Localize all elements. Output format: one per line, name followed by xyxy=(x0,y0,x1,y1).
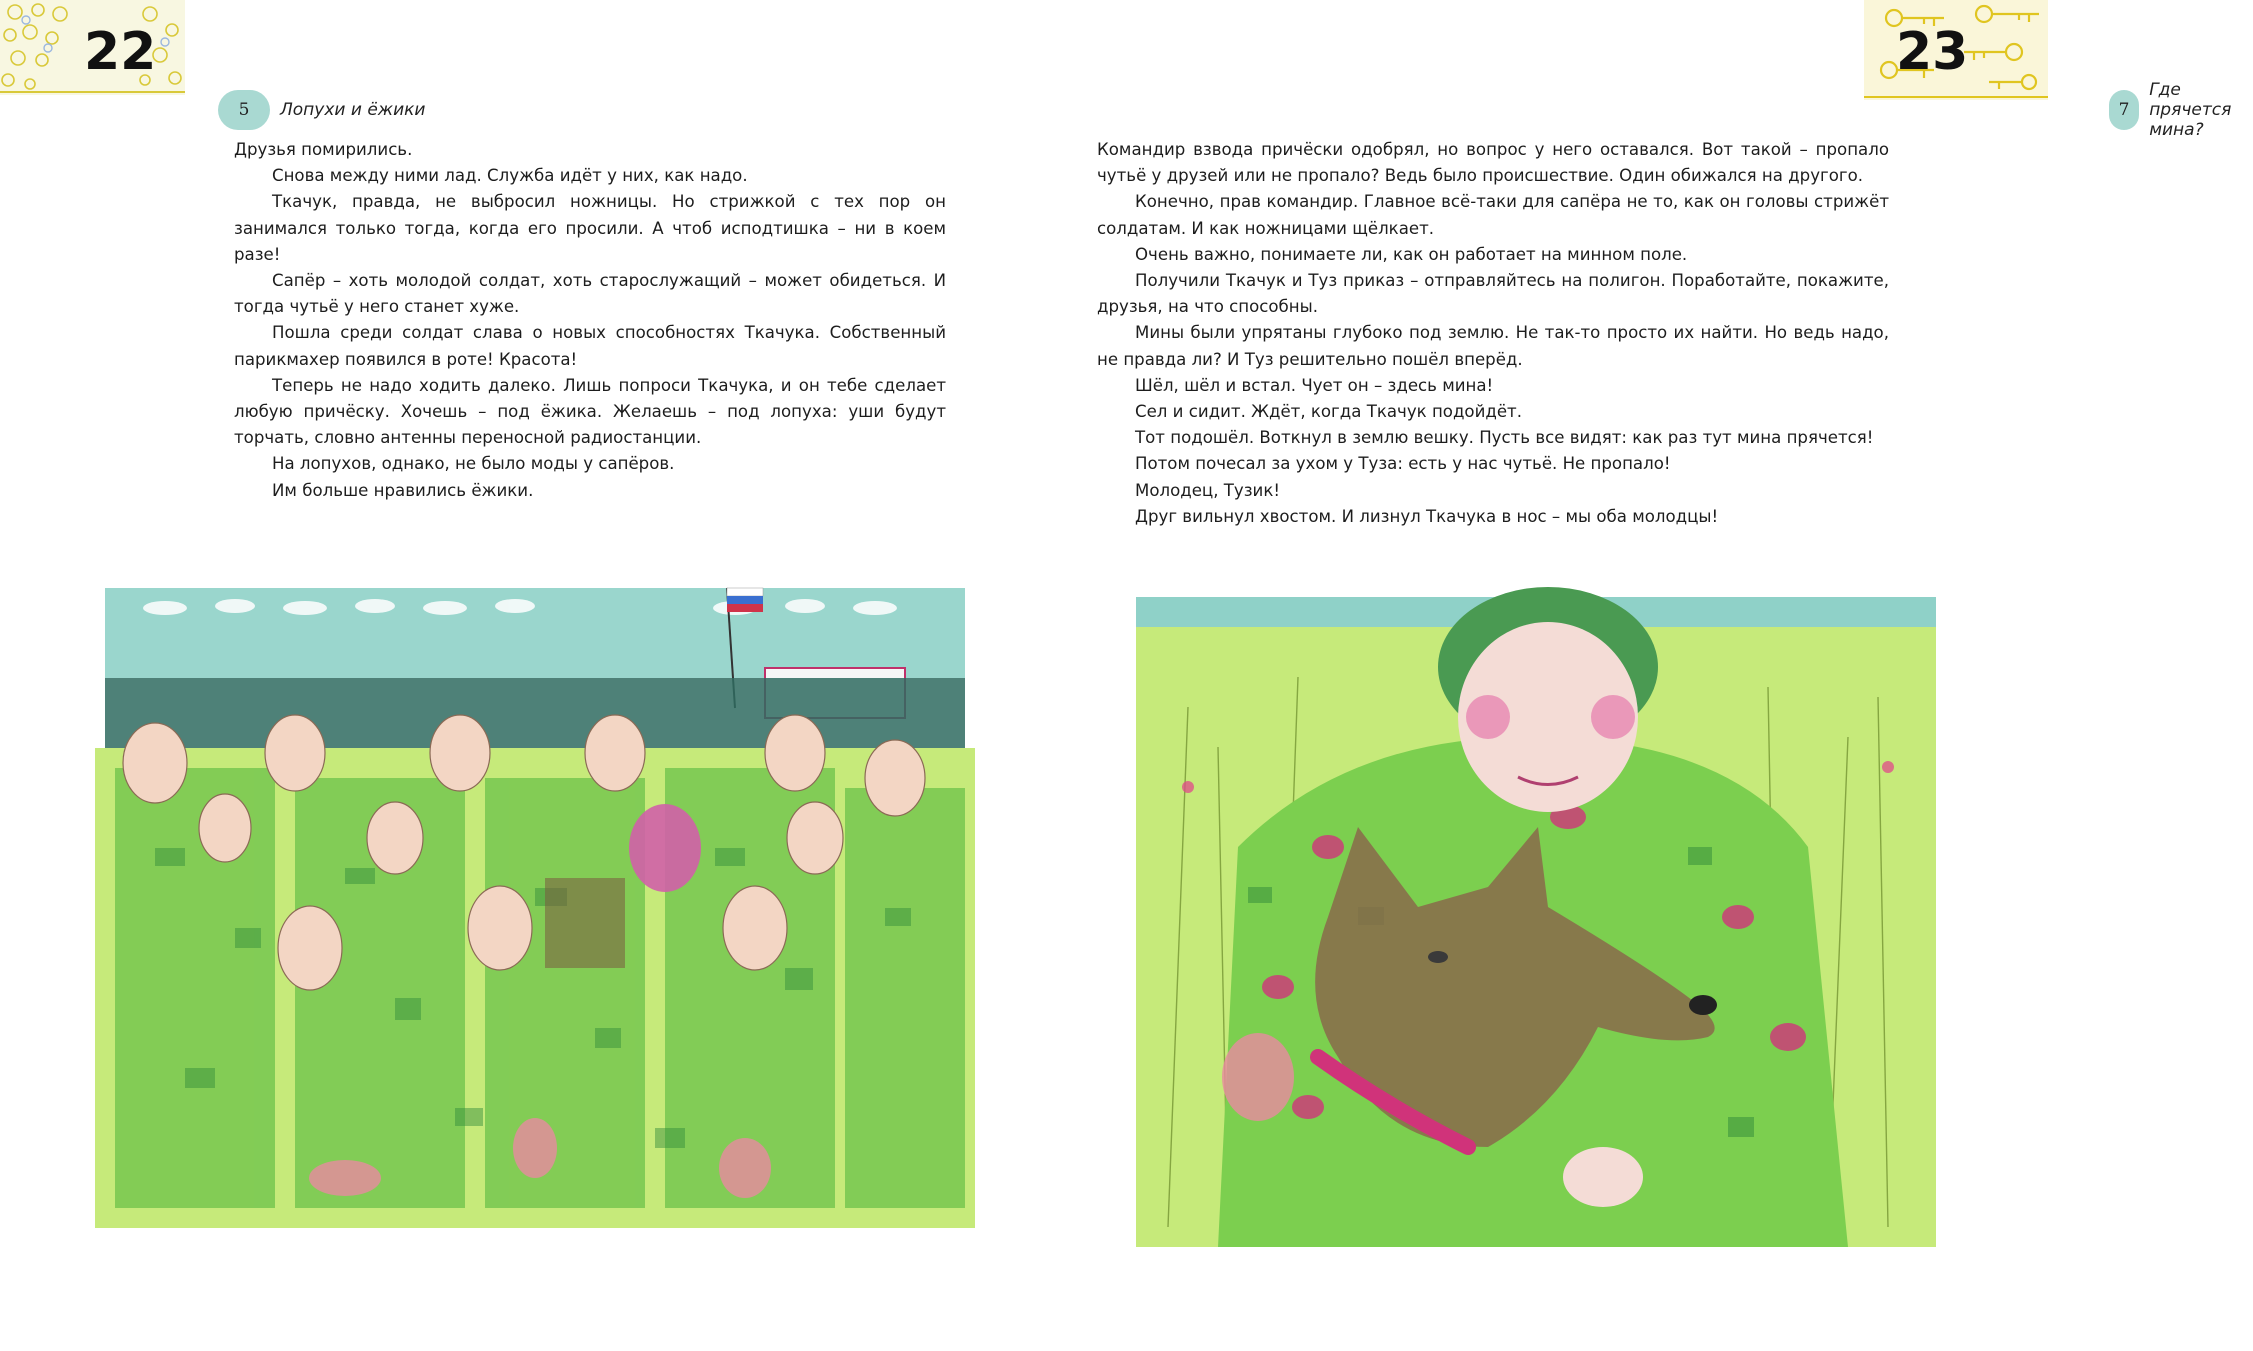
chapter-number-badge: 5 xyxy=(218,90,270,130)
paragraph: Им больше нравились ёжики. xyxy=(272,480,534,500)
right-page xyxy=(1024,0,2232,1351)
paragraph: Друг вильнул хвостом. И лизнул Ткачука в нос – мы оба молодцы! xyxy=(1135,506,1719,526)
body-text xyxy=(234,137,946,504)
illustration-soldier-with-dog xyxy=(1128,587,1944,1269)
paragraph: Друзья помирились. xyxy=(234,140,413,159)
chapter-heading xyxy=(2109,80,2253,140)
illustration-soldiers-group xyxy=(95,548,975,1243)
left-page xyxy=(0,0,1024,1351)
paragraph: Потом почесал за ухом у Туза: есть у нас чутьё. Не пропало! xyxy=(1135,454,1671,474)
paragraph: На лопухов, однако, не было моды у сапёров. xyxy=(272,454,675,474)
paragraph: Сел и сидит. Ждёт, когда Ткачук подойдёт. xyxy=(1135,402,1522,422)
chapter-title: Лопухи и ёжики xyxy=(280,100,426,120)
chapter-heading xyxy=(218,90,425,130)
paragraph: Снова между ними лад. Служба идёт у них, как надо. xyxy=(272,166,748,186)
paragraph: Получили Ткачук и Туз приказ – отправляйтесь на полигон. Поработайте, покажите, друзья, на что способны. xyxy=(1097,271,1889,317)
paragraph: Шёл, шёл и встал. Чует он – здесь мина! xyxy=(1135,375,1494,395)
paragraph: Мины были упрятаны глубоко под землю. Не так-то просто их найти. Но ведь надо, не правда ли? И Туз решительно пошёл вперёд. xyxy=(1097,323,1889,369)
paragraph: Пошла среди солдат слава о новых способностях Ткачука. Собственный парикмахер появился в роте! Красота! xyxy=(234,323,946,369)
page-number: 23 xyxy=(1896,22,1969,82)
paragraph: Тот подошёл. Воткнул в землю вешку. Пусть все видят: как раз тут мина прячется! xyxy=(1135,428,1874,448)
paragraph: Очень важно, понимаете ли, как он работает на минном поле. xyxy=(1135,244,1688,264)
paragraph: Ткачук, правда, не выбросил ножницы. Но стрижкой с тех пор он занимался только тогда, когда его просили. А чтоб исподтишка – ни в коем разе! xyxy=(234,192,946,264)
paragraph: Молодец, Тузик! xyxy=(1135,480,1280,500)
paragraph: Командир взвода причёски одобрял, но вопрос у него оставался. Вот такой – пропало чутьё у друзей или не пропало? Ведь было происшествие. Один обижался на другого. xyxy=(1097,140,1889,186)
page-number: 22 xyxy=(84,22,157,82)
paragraph: Теперь не надо ходить далеко. Лишь попроси Ткачука, и он тебе сделает любую причёску. Хочешь – под ёжика. Желаешь – под лопуха: уши будут торчать, словно антенны переносной радиостанции. xyxy=(234,375,946,448)
paragraph: Конечно, прав командир. Главное всё-таки для сапёра не то, как он головы стрижёт солдатам. И как ножницами щёлкает. xyxy=(1097,192,1889,238)
chapter-number-badge: 7 xyxy=(2109,90,2139,130)
paragraph: Сапёр – хоть молодой солдат, хоть старослужащий – может обидеться. И тогда чутьё у него станет хуже. xyxy=(234,271,946,317)
chapter-title: Где прячется мина? xyxy=(2149,80,2232,140)
body-text xyxy=(1097,137,1889,530)
